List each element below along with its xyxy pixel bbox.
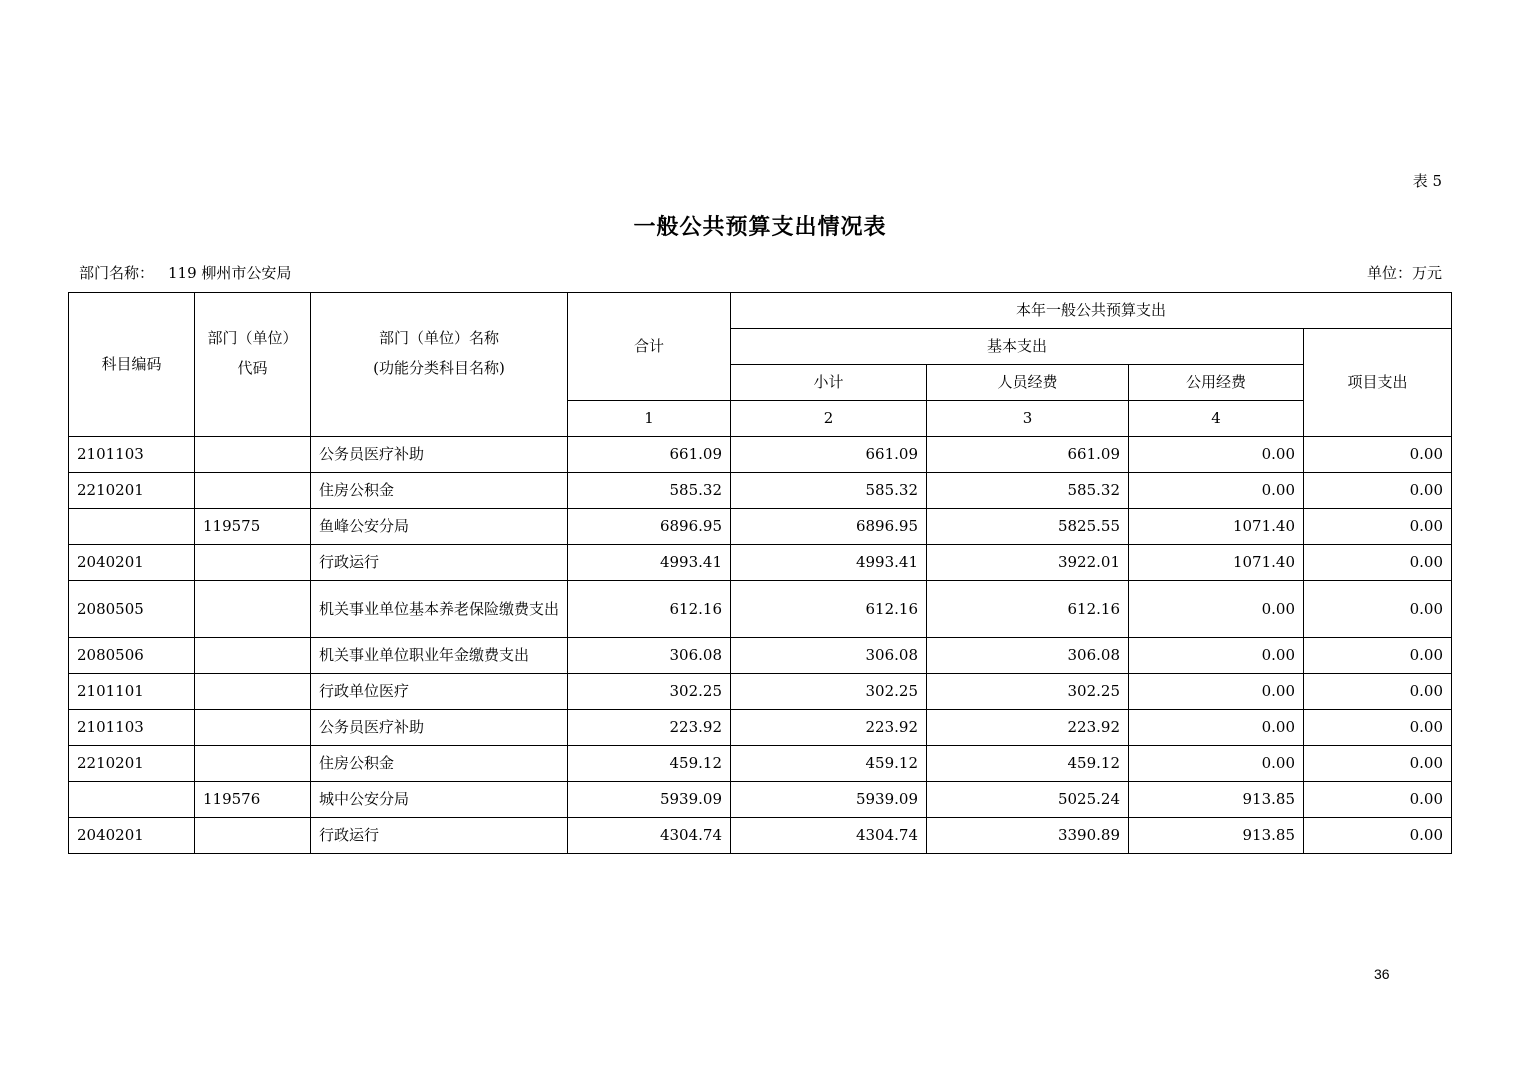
cell-name: 行政单位医疗 — [311, 674, 568, 710]
cell-name: 行政运行 — [311, 818, 568, 854]
cell-subtotal: 459.12 — [731, 746, 927, 782]
cell-personnel: 459.12 — [927, 746, 1129, 782]
department-label: 部门名称： — [79, 264, 155, 282]
cell-total: 5939.09 — [568, 782, 731, 818]
cell-personnel: 3922.01 — [927, 545, 1129, 581]
cell-personnel: 661.09 — [927, 437, 1129, 473]
cell-subject-code: 2080506 — [69, 638, 195, 674]
cell-subject-code: 2101103 — [69, 710, 195, 746]
cell-project: 0.00 — [1304, 746, 1452, 782]
cell-public: 1071.40 — [1129, 509, 1304, 545]
cell-name: 机关事业单位职业年金缴费支出 — [311, 638, 568, 674]
cell-total: 302.25 — [568, 674, 731, 710]
cell-name: 公务员医疗补助 — [311, 710, 568, 746]
cell-subject-code: 2101101 — [69, 674, 195, 710]
cell-unit-code — [195, 581, 311, 638]
cell-project: 0.00 — [1304, 545, 1452, 581]
cell-total: 661.09 — [568, 437, 731, 473]
cell-subtotal: 6896.95 — [731, 509, 927, 545]
table-row — [69, 545, 1452, 581]
cell-personnel: 5025.24 — [927, 782, 1129, 818]
table-row — [69, 473, 1452, 509]
cell-unit-code: 119575 — [195, 509, 311, 545]
cell-subject-code — [69, 782, 195, 818]
cell-subject-code — [69, 509, 195, 545]
cell-project: 0.00 — [1304, 638, 1452, 674]
table-number-label: 表 5 — [1412, 172, 1442, 190]
cell-public: 0.00 — [1129, 473, 1304, 509]
cell-unit-code — [195, 710, 311, 746]
cell-subtotal: 585.32 — [731, 473, 927, 509]
table-row — [69, 509, 1452, 545]
header-current-year: 本年一般公共预算支出 — [731, 293, 1452, 329]
cell-name: 行政运行 — [311, 545, 568, 581]
cell-total: 459.12 — [568, 746, 731, 782]
table-row — [69, 581, 1452, 638]
header-public: 公用经费 — [1129, 365, 1304, 401]
header-col-number: 1 — [568, 401, 731, 437]
cell-public: 0.00 — [1129, 710, 1304, 746]
cell-personnel: 3390.89 — [927, 818, 1129, 854]
cell-subject-code: 2080505 — [69, 581, 195, 638]
cell-unit-code — [195, 473, 311, 509]
cell-project: 0.00 — [1304, 437, 1452, 473]
cell-name: 机关事业单位基本养老保险缴费支出 — [311, 581, 568, 638]
cell-name: 城中公安分局 — [311, 782, 568, 818]
cell-unit-code — [195, 674, 311, 710]
cell-subtotal: 5939.09 — [731, 782, 927, 818]
cell-total: 306.08 — [568, 638, 731, 674]
cell-subject-code: 2040201 — [69, 818, 195, 854]
cell-project: 0.00 — [1304, 581, 1452, 638]
header-subtotal: 小计 — [731, 365, 927, 401]
department-value: 119 柳州市公安局 — [168, 264, 292, 282]
cell-total: 4304.74 — [568, 818, 731, 854]
cell-project: 0.00 — [1304, 710, 1452, 746]
cell-public: 0.00 — [1129, 581, 1304, 638]
header-personnel: 人员经费 — [927, 365, 1129, 401]
cell-subject-code: 2210201 — [69, 473, 195, 509]
cell-unit-code: 119576 — [195, 782, 311, 818]
table-row — [69, 746, 1452, 782]
cell-personnel: 5825.55 — [927, 509, 1129, 545]
cell-public: 913.85 — [1129, 782, 1304, 818]
cell-total: 585.32 — [568, 473, 731, 509]
cell-project: 0.00 — [1304, 509, 1452, 545]
unit-label: 单位：万元 — [1366, 264, 1442, 282]
cell-name: 公务员医疗补助 — [311, 437, 568, 473]
cell-public: 0.00 — [1129, 746, 1304, 782]
cell-unit-code — [195, 545, 311, 581]
header-dept-code: 部门（单位） 代码 — [195, 293, 311, 437]
cell-public: 1071.40 — [1129, 545, 1304, 581]
cell-total: 223.92 — [568, 710, 731, 746]
cell-subtotal: 302.25 — [731, 674, 927, 710]
cell-subtotal: 4304.74 — [731, 818, 927, 854]
cell-project: 0.00 — [1304, 782, 1452, 818]
header-dept-name: 部门（单位）名称 (功能分类科目名称) — [311, 293, 568, 437]
cell-unit-code — [195, 818, 311, 854]
table-body — [69, 437, 1452, 854]
cell-public: 0.00 — [1129, 638, 1304, 674]
header-col-number: 4 — [1129, 401, 1304, 437]
budget-table — [68, 292, 1452, 854]
table-header — [69, 293, 1452, 437]
cell-subtotal: 661.09 — [731, 437, 927, 473]
cell-public: 0.00 — [1129, 437, 1304, 473]
cell-public: 0.00 — [1129, 674, 1304, 710]
department-line — [79, 262, 291, 283]
cell-total: 612.16 — [568, 581, 731, 638]
cell-name: 住房公积金 — [311, 746, 568, 782]
cell-subtotal: 612.16 — [731, 581, 927, 638]
header-basic-expenditure: 基本支出 — [731, 329, 1304, 365]
cell-unit-code — [195, 746, 311, 782]
cell-personnel: 306.08 — [927, 638, 1129, 674]
header-project-expenditure: 项目支出 — [1304, 329, 1452, 437]
cell-total: 4993.41 — [568, 545, 731, 581]
table-row — [69, 437, 1452, 473]
cell-subtotal: 4993.41 — [731, 545, 927, 581]
table-row — [69, 674, 1452, 710]
cell-subject-code: 2101103 — [69, 437, 195, 473]
cell-subject-code: 2210201 — [69, 746, 195, 782]
cell-subject-code: 2040201 — [69, 545, 195, 581]
cell-project: 0.00 — [1304, 674, 1452, 710]
cell-unit-code — [195, 638, 311, 674]
header-col-number: 2 — [731, 401, 927, 437]
header-total: 合计 — [568, 293, 731, 401]
cell-subtotal: 223.92 — [731, 710, 927, 746]
cell-total: 6896.95 — [568, 509, 731, 545]
cell-subtotal: 306.08 — [731, 638, 927, 674]
cell-name: 鱼峰公安分局 — [311, 509, 568, 545]
page-number: 36 — [1374, 966, 1390, 982]
page-title: 一般公共预算支出情况表 — [633, 214, 887, 240]
cell-personnel: 302.25 — [927, 674, 1129, 710]
table-row — [69, 818, 1452, 854]
cell-unit-code — [195, 437, 311, 473]
table-row — [69, 782, 1452, 818]
table-row — [69, 638, 1452, 674]
header-col-number: 3 — [927, 401, 1129, 437]
table-row — [69, 710, 1452, 746]
cell-personnel: 223.92 — [927, 710, 1129, 746]
cell-personnel: 612.16 — [927, 581, 1129, 638]
cell-personnel: 585.32 — [927, 473, 1129, 509]
cell-name: 住房公积金 — [311, 473, 568, 509]
cell-public: 913.85 — [1129, 818, 1304, 854]
cell-project: 0.00 — [1304, 818, 1452, 854]
header-subject-code: 科目编码 — [69, 293, 195, 437]
cell-project: 0.00 — [1304, 473, 1452, 509]
